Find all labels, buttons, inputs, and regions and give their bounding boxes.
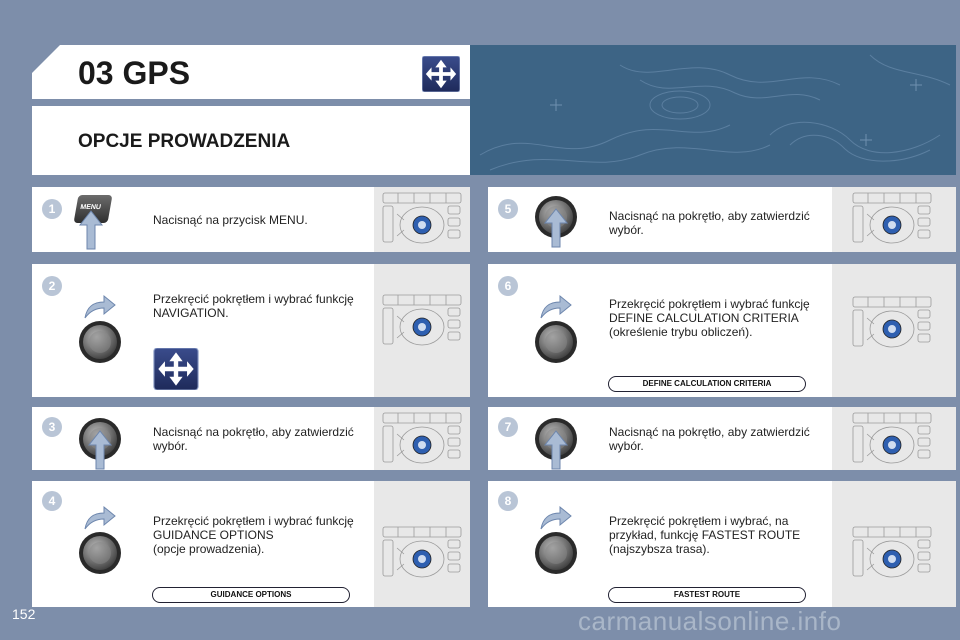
press-arrow-icon bbox=[78, 209, 104, 251]
rotary-knob-icon bbox=[534, 320, 578, 364]
control-panel-icon bbox=[382, 526, 462, 580]
step-card-2 bbox=[32, 264, 470, 397]
rotate-arrow-icon bbox=[538, 294, 572, 320]
step-badge: 5 bbox=[498, 199, 518, 219]
rotary-knob-icon bbox=[78, 531, 122, 575]
step-badge: 6 bbox=[498, 276, 518, 296]
navigation-icon bbox=[422, 56, 460, 92]
topographic-map-banner bbox=[470, 45, 956, 175]
step-badge: 1 bbox=[42, 199, 62, 219]
step-card-1 bbox=[32, 187, 470, 252]
control-panel-icon bbox=[852, 526, 932, 580]
step-badge: 2 bbox=[42, 276, 62, 296]
step-text: Przekręcić pokrętłem i wybrać, na przykład, funkcję FASTEST ROUTE (najszybsza trasa). bbox=[609, 514, 801, 556]
menu-option-pill: FASTEST ROUTE bbox=[608, 587, 806, 603]
control-panel-icon bbox=[852, 296, 932, 350]
rotary-knob-icon bbox=[78, 320, 122, 364]
step-card-5 bbox=[488, 187, 956, 252]
menu-button: MENU bbox=[74, 195, 113, 223]
control-panel-icon bbox=[852, 192, 932, 246]
step-text: Przekręcić pokrętłem i wybrać funkcję NAVIGATION. bbox=[153, 292, 354, 320]
rotate-arrow-icon bbox=[82, 505, 116, 531]
rotate-arrow-icon bbox=[82, 294, 116, 320]
step-text: Nacisnąć na pokrętło, aby zatwierdzić wybór. bbox=[153, 425, 354, 453]
step-card-6 bbox=[488, 264, 956, 397]
page-title: 03 GPS bbox=[78, 55, 191, 91]
menu-option-pill: DEFINE CALCULATION CRITERIA bbox=[608, 376, 806, 392]
step-text: Nacisnąć na pokrętło, aby zatwierdzić wybór. bbox=[609, 425, 810, 453]
menu-option-pill: GUIDANCE OPTIONS bbox=[152, 587, 350, 603]
step-card-4 bbox=[32, 481, 470, 607]
press-arrow-icon bbox=[543, 207, 569, 249]
step-card-7 bbox=[488, 407, 956, 470]
step-badge: 8 bbox=[498, 491, 518, 511]
navigation-icon bbox=[153, 348, 199, 390]
press-arrow-icon bbox=[543, 429, 569, 471]
step-badge: 4 bbox=[42, 491, 62, 511]
control-panel-icon bbox=[382, 294, 462, 348]
section-title: OPCJE PROWADZENIA bbox=[78, 131, 291, 152]
step-badge: 3 bbox=[42, 417, 62, 437]
watermark: carmanualsonline.info bbox=[578, 606, 842, 636]
step-text: Nacisnąć na pokrętło, aby zatwierdzić wybór. bbox=[609, 209, 810, 237]
rotary-knob-icon bbox=[534, 531, 578, 575]
step-text: Przekręcić pokrętłem i wybrać funkcję DEFINE CALCULATION CRITERIA (określenie trybu obliczeń). bbox=[609, 297, 810, 339]
page-number: 152 bbox=[12, 606, 36, 622]
control-panel-icon bbox=[382, 412, 462, 466]
step-text: Nacisnąć na przycisk MENU. bbox=[153, 213, 308, 227]
step-text: Przekręcić pokrętłem i wybrać funkcję GUIDANCE OPTIONS (opcje prowadzenia). bbox=[153, 514, 354, 556]
press-arrow-icon bbox=[87, 429, 113, 471]
control-panel-icon bbox=[852, 412, 932, 466]
rotate-arrow-icon bbox=[538, 505, 572, 531]
step-badge: 7 bbox=[498, 417, 518, 437]
map-contours bbox=[470, 45, 956, 175]
step-card-8 bbox=[488, 481, 956, 607]
step-card-3 bbox=[32, 407, 470, 470]
control-panel-icon bbox=[382, 192, 462, 246]
